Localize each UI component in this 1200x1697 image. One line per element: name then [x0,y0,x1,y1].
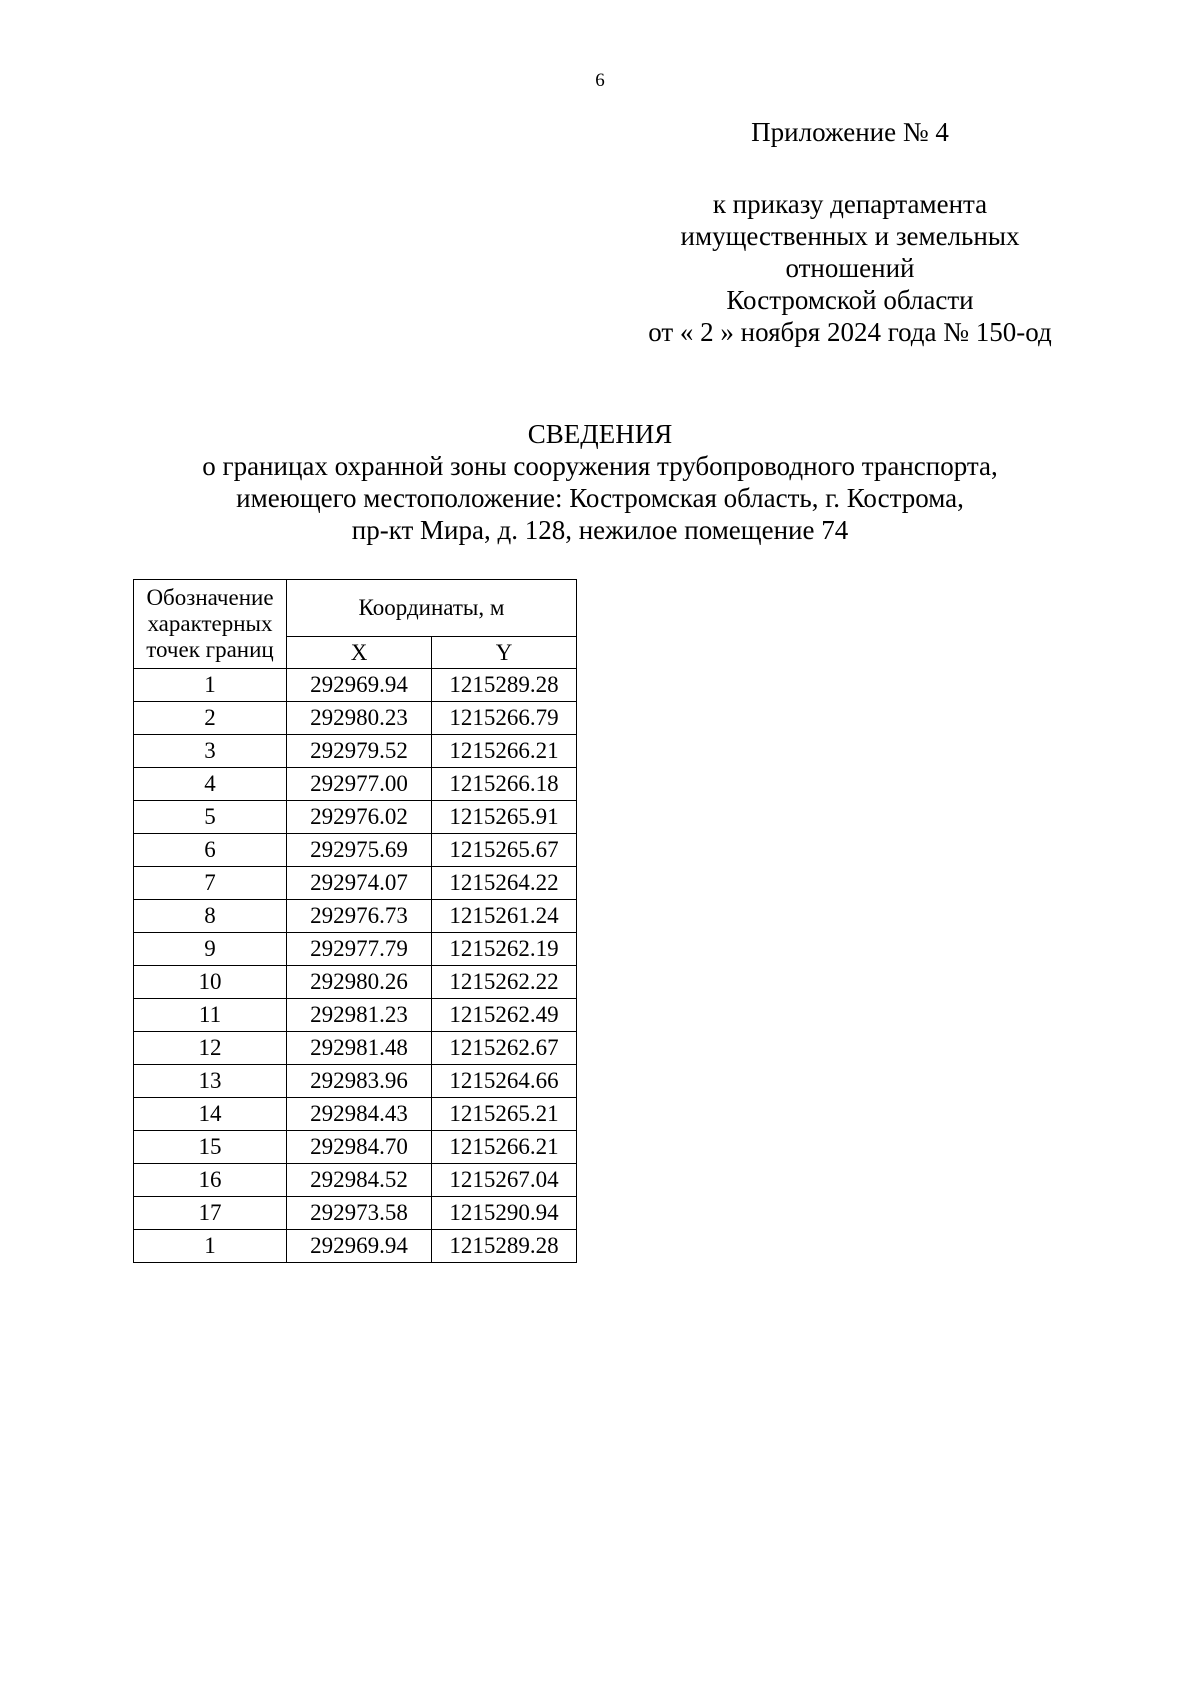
point-cell: 16 [134,1164,287,1197]
x-cell: 292980.26 [287,966,432,999]
table-row [134,933,577,966]
y-cell: 1215266.21 [432,1131,577,1164]
point-cell: 13 [134,1065,287,1098]
table-row [134,1032,577,1065]
x-cell: 292977.00 [287,768,432,801]
point-cell: 17 [134,1197,287,1230]
table-row [134,1131,577,1164]
y-cell: 1215265.67 [432,834,577,867]
y-cell: 1215265.21 [432,1098,577,1131]
table-row [134,801,577,834]
appendix-title: Приложение № 4 [751,117,949,147]
table-row [134,1230,577,1263]
x-cell: 292983.96 [287,1065,432,1098]
table-row [134,702,577,735]
x-cell: 292984.52 [287,1164,432,1197]
table-row [134,1164,577,1197]
x-cell: 292969.94 [287,669,432,702]
y-cell: 1215266.18 [432,768,577,801]
x-cell: 292984.70 [287,1131,432,1164]
x-cell: 292979.52 [287,735,432,768]
y-cell: 1215289.28 [432,669,577,702]
heading-line: пр-кт Мира, д. 128, нежилое помещение 74 [351,515,849,545]
y-cell: 1215261.24 [432,900,577,933]
y-cell: 1215289.28 [432,1230,577,1263]
order-line: Костромской области [726,285,974,315]
table-row [134,735,577,768]
y-cell: 1215262.67 [432,1032,577,1065]
x-cell: 292976.73 [287,900,432,933]
y-cell: 1215264.66 [432,1065,577,1098]
order-line: имущественных и земельных [680,221,1020,251]
point-cell: 8 [134,900,287,933]
order-line: от « 2 » ноября 2024 года № 150-од [648,317,1052,347]
coordinates-body [134,669,577,1263]
point-cell: 5 [134,801,287,834]
y-cell: 1215262.19 [432,933,577,966]
y-cell: 1215266.79 [432,702,577,735]
table-row [134,1197,577,1230]
x-cell: 292977.79 [287,933,432,966]
point-header-line: точек границ [146,637,274,662]
coordinates-table [133,579,577,1263]
table-row [134,1065,577,1098]
x-cell: 292981.23 [287,999,432,1032]
point-cell: 9 [134,933,287,966]
table-row [134,834,577,867]
table-row [134,768,577,801]
point-header-line: Обозначение [146,585,274,610]
heading-title: СВЕДЕНИЯ [527,419,673,449]
point-cell: 3 [134,735,287,768]
y-cell: 1215266.21 [432,735,577,768]
y-header: Y [432,637,577,669]
table-row [134,900,577,933]
table-row [134,966,577,999]
point-header-line: характерных [147,611,273,636]
x-cell: 292976.02 [287,801,432,834]
point-cell: 12 [134,1032,287,1065]
point-cell: 7 [134,867,287,900]
x-cell: 292984.43 [287,1098,432,1131]
x-cell: 292975.69 [287,834,432,867]
point-cell: 15 [134,1131,287,1164]
order-line: к приказу департамента [712,189,988,219]
table-row [134,999,577,1032]
x-cell: 292973.58 [287,1197,432,1230]
y-cell: 1215290.94 [432,1197,577,1230]
x-cell: 292969.94 [287,1230,432,1263]
point-cell: 10 [134,966,287,999]
point-cell: 2 [134,702,287,735]
x-cell: 292974.07 [287,867,432,900]
table-row [134,669,577,702]
y-cell: 1215262.22 [432,966,577,999]
heading-line: о границах охранной зоны сооружения трубопроводного транспорта, [202,451,998,481]
coords-header: Координаты, м [287,580,577,637]
point-cell: 14 [134,1098,287,1131]
y-cell: 1215265.91 [432,801,577,834]
point-cell: 4 [134,768,287,801]
y-cell: 1215267.04 [432,1164,577,1197]
table-row [134,1098,577,1131]
y-cell: 1215262.49 [432,999,577,1032]
order-reference [600,188,1100,348]
point-cell: 1 [134,669,287,702]
point-cell: 6 [134,834,287,867]
point-cell: 11 [134,999,287,1032]
heading-line: имеющего местоположение: Костромская область, г. Кострома, [236,483,964,513]
x-cell: 292981.48 [287,1032,432,1065]
x-cell: 292980.23 [287,702,432,735]
page-number: 6 [595,70,605,91]
x-header: X [287,637,432,669]
point-header [134,580,287,669]
table-row [134,867,577,900]
order-line: отношений [785,253,915,283]
y-cell: 1215264.22 [432,867,577,900]
point-cell: 1 [134,1230,287,1263]
document-heading [0,418,1200,546]
